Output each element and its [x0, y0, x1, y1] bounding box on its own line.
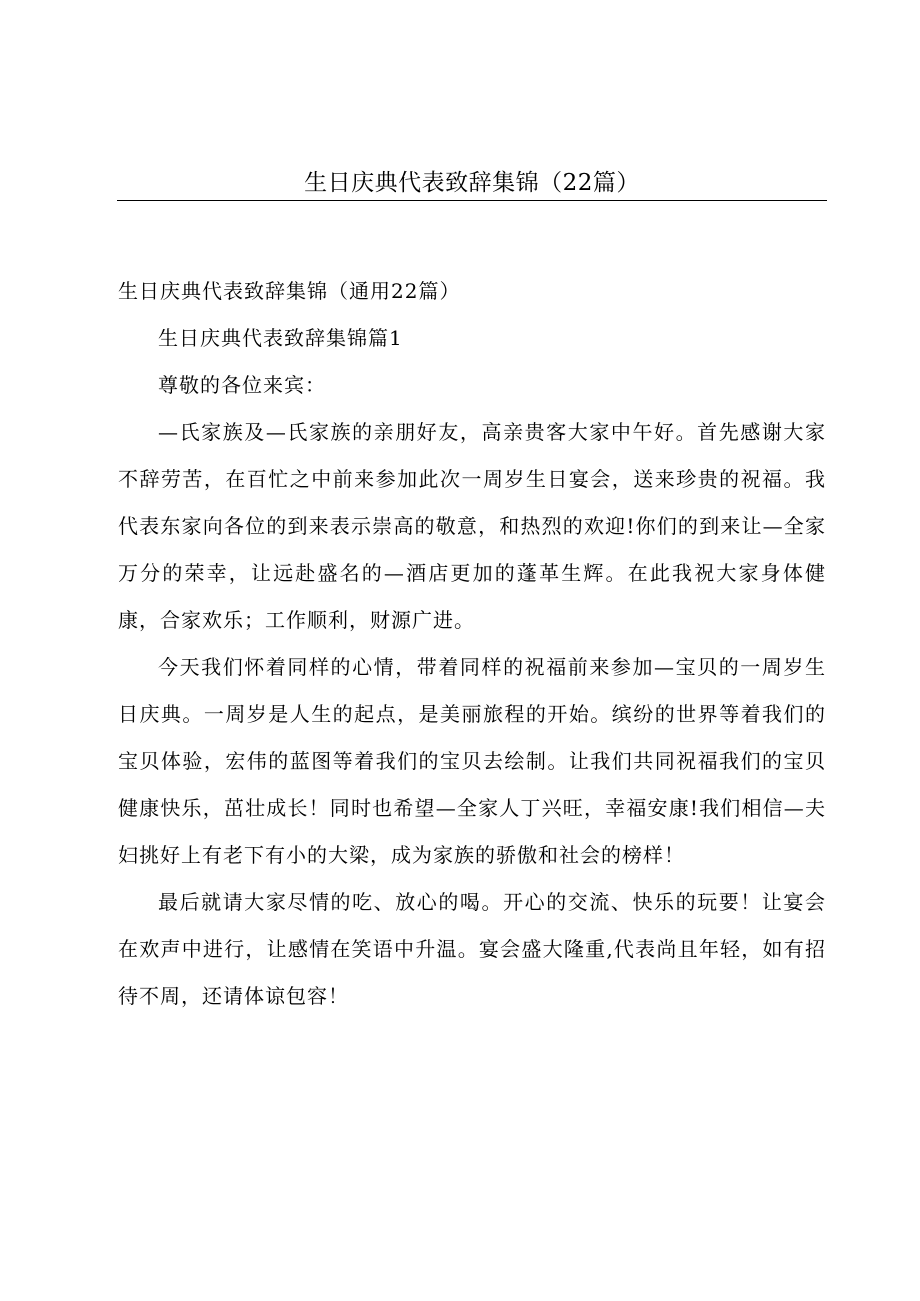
document-title: 生日庆典代表致辞集锦（22篇）	[304, 170, 640, 196]
section-heading: 生日庆典代表致辞集锦篇1	[158, 326, 403, 350]
document-header	[117, 166, 827, 201]
body-paragraph: —氏家族及—氏家族的亲朋好友，高亲贵客大家中午好。首先感谢大家不辞劳苦，在百忙之中前来参加此次一周岁生日宴会，送来珍贵的祝福。我代表东家向各位的到来表示崇高的敬意，和热烈的欢迎!你们的到来让—全家万分的荣幸，让远赴盛名的—酒店更加的蓬革生辉。在此我祝大家身体健康，合家欢乐；工作顺利，财源广进。	[118, 420, 826, 632]
body-paragraph: 今天我们怀着同样的心情，带着同样的祝福前来参加—宝贝的一周岁生日庆典。一周岁是人生的起点，是美丽旅程的开始。缤纷的世界等着我们的宝贝体验，宏伟的蓝图等着我们的宝贝去绘制。让我们共同祝福我们的宝贝健康快乐，茁壮成长！同时也希望—全家人丁兴旺，幸福安康!我们相信—夫妇挑好上有老下有小的大梁，成为家族的骄傲和社会的榜样！	[118, 655, 826, 867]
salutation: 尊敬的各位来宾：	[158, 373, 326, 397]
document-body	[118, 268, 826, 1020]
document-subtitle: 生日庆典代表致辞集锦（通用22篇）	[118, 279, 461, 303]
body-paragraph: 最后就请大家尽情的吃、放心的喝。开心的交流、快乐的玩要！让宴会在欢声中进行，让感情在笑语中升温。宴会盛大隆重,代表尚且年轻，如有招待不周，还请体谅包容！	[118, 890, 826, 1008]
